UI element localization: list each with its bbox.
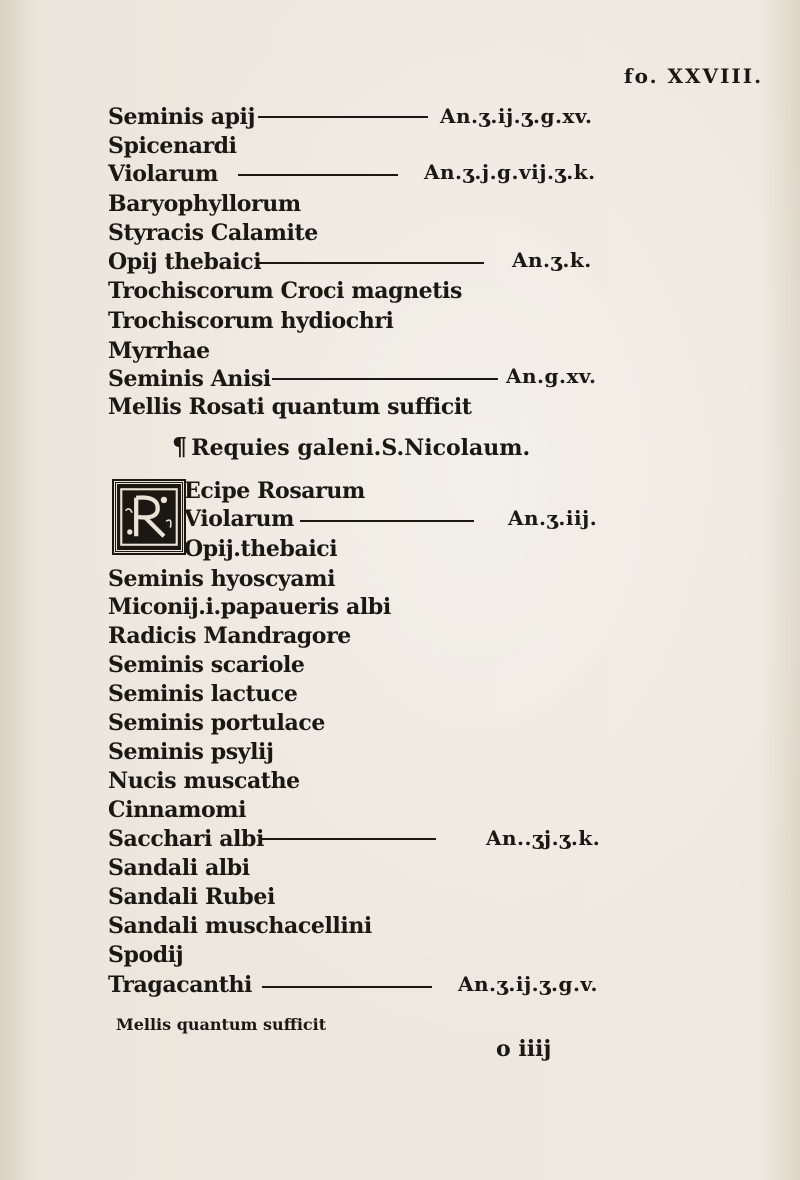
- recipe-line: Seminis psylij: [108, 739, 274, 765]
- recipe-line: Trochiscorum Croci magnetis: [108, 278, 462, 304]
- decorated-initial-r: [114, 481, 184, 553]
- dose-label: An.ʒ.ij.ʒ.g.xv.: [440, 104, 593, 128]
- recipe-line: Radicis Mandragore: [108, 623, 351, 649]
- recipe-line: Spodij: [108, 942, 184, 968]
- ornament-icon: [117, 484, 181, 550]
- recipe-line: Styracis Calamite: [108, 220, 318, 246]
- bracket-rule: [262, 838, 436, 840]
- recipe-line: Seminis Anisi: [108, 366, 271, 392]
- recipe-line: Nucis muscathe: [108, 768, 300, 794]
- recipe-line: Miconij.i.papaueris albi: [108, 594, 391, 620]
- footer-line: Mellis quantum sufficit: [116, 1015, 327, 1034]
- dose-label: An.g.xv.: [506, 364, 597, 388]
- recipe-line: Cinnamomi: [108, 797, 247, 823]
- dose-label: An.ʒ.ij.ʒ.g.v.: [458, 972, 598, 996]
- bracket-rule: [258, 116, 428, 118]
- recipe-line: Seminis scariole: [108, 652, 305, 678]
- recipe-line: Spicenardi: [108, 133, 237, 159]
- pilcrow-icon: ¶: [172, 432, 188, 461]
- recipe-line: Violarum: [108, 161, 218, 187]
- dose-label: An.ʒ.j.g.vij.ʒ.k.: [424, 160, 596, 184]
- recipe-line: Sacchari albi: [108, 826, 264, 852]
- recipe-line: Violarum: [184, 506, 294, 532]
- recipe-line: Seminis hyoscyami: [108, 566, 336, 592]
- dose-label: An.ʒ.k.: [512, 248, 592, 272]
- recipe-line: Baryophyllorum: [108, 191, 301, 217]
- recipe-line: Sandali muschacellini: [108, 913, 372, 939]
- bracket-rule: [258, 262, 484, 264]
- bracket-rule: [238, 174, 398, 176]
- dose-label: An..ʒj.ʒ.k.: [486, 826, 601, 850]
- recipe-line: Mellis Rosati quantum sufficit: [108, 394, 472, 420]
- recipe-line: Opij.thebaici: [184, 536, 338, 562]
- recipe-line: Sandali Rubei: [108, 884, 275, 910]
- recipe-line: Sandali albi: [108, 855, 250, 881]
- bracket-rule: [272, 378, 498, 380]
- recipe-line: Tragacanthi: [108, 972, 253, 998]
- recipe-line: Opij thebaici: [108, 249, 262, 275]
- recipe-line: Myrrhae: [108, 338, 210, 364]
- recipe-line: Seminis lactuce: [108, 681, 298, 707]
- signature-mark: o iiij: [496, 1036, 552, 1062]
- dose-label: An.ʒ.iij.: [508, 506, 598, 530]
- heading-text: Requies galeni.S.Nicolaum.: [191, 435, 531, 461]
- recipe-line: Seminis apij: [108, 104, 256, 130]
- bracket-rule: [262, 986, 432, 988]
- recipe-line: Ecipe Rosarum: [184, 478, 365, 504]
- bracket-rule: [300, 520, 474, 522]
- recipe-line: Seminis portulace: [108, 710, 325, 736]
- section-heading: [172, 432, 530, 461]
- recipe-line: Trochiscorum hydiochri: [108, 308, 394, 334]
- folio-number: fo. XXVIII.: [624, 64, 764, 88]
